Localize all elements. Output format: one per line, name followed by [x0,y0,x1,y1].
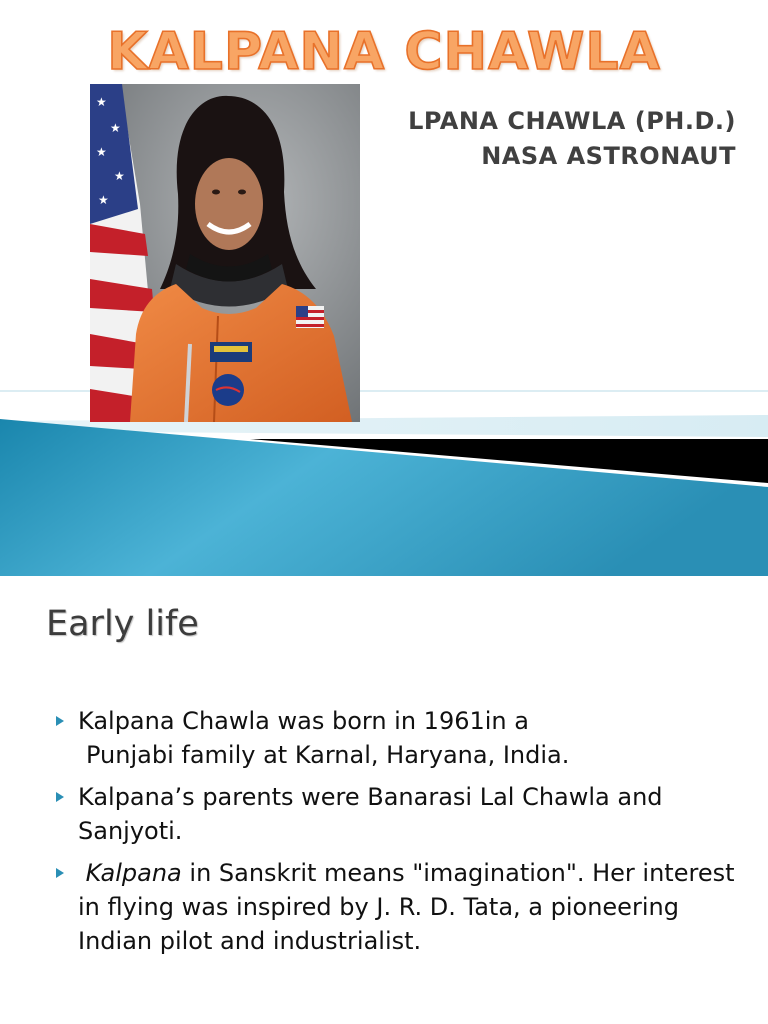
bullet-text-line1: Kalpana Chawla was born in 1961in a [78,707,529,735]
bullet-text-line2: Punjabi family at Karnal, Haryana, India. [86,741,570,769]
svg-text:★: ★ [110,121,121,135]
section-heading: Early life [46,604,199,644]
bullet-item [56,704,746,772]
bullet-item [56,780,746,848]
bullet-text-rest: in Sanskrit means "imagination". Her interest in flying was inspired by J. R. D. Tata, a pioneering Indian pilot and industrialist. [78,859,735,955]
subtitle-role: NASA ASTRONAUT [481,142,736,170]
bullet-list [56,704,746,966]
svg-text:★: ★ [98,193,109,207]
svg-text:★: ★ [96,95,107,109]
svg-text:★: ★ [96,145,107,159]
bullet-arrow-icon [56,868,64,878]
bullet-emphasis: Kalpana [85,859,182,887]
slide-title: KALPANA CHAWLA [107,22,661,82]
astronaut-portrait [90,84,360,422]
svg-text:★: ★ [114,169,125,183]
bullet-text: Kalpana’s parents were Banarasi Lal Chawla and Sanjyoti. [78,783,663,845]
bullet-arrow-icon [56,716,64,726]
bullet-arrow-icon [56,792,64,802]
slide-subtitle [408,104,736,174]
early-life-slide [0,576,768,1024]
subtitle-name: LPANA CHAWLA (PH.D.) [408,107,736,135]
bullet-text [78,856,746,958]
bullet-item [56,856,746,958]
